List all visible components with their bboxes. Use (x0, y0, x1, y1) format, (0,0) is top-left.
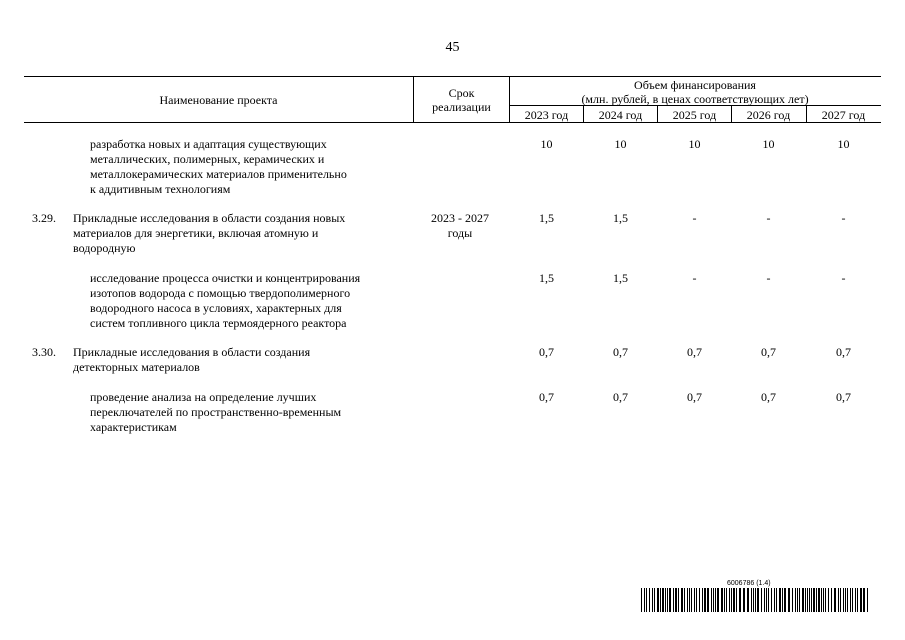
header-project-name: Наименование проекта (159, 93, 278, 107)
header-year-2024: 2024 год (598, 108, 643, 122)
row-line: детекторных материалов (73, 360, 200, 374)
barcode-bar (675, 588, 677, 612)
barcode-bar (802, 588, 804, 612)
barcode-bar (733, 588, 735, 612)
value-2026: 0,7 (761, 345, 776, 359)
barcode-bar (649, 588, 650, 612)
row-line: металлокерамических материалов применительно (90, 167, 347, 181)
value-2027: 0,7 (836, 345, 851, 359)
row-line: систем топливного цикла термоядерного реактора (90, 316, 347, 330)
value-2023: 0,7 (539, 345, 554, 359)
barcode-bar (726, 588, 727, 612)
barcode-bar (857, 588, 858, 612)
barcode-bar (691, 588, 692, 612)
barcode-bar (867, 588, 868, 612)
row-line: переключателей по пространственно-временным (90, 405, 342, 419)
value-2026: 10 (762, 137, 775, 151)
barcode-bar (811, 588, 812, 612)
value-2024: 10 (614, 137, 627, 151)
barcode-bar (681, 588, 683, 612)
barcode-bar (652, 588, 653, 612)
row-term-line: 2023 - 2027 (431, 211, 489, 225)
barcode-bar (657, 588, 659, 612)
barcode-bar (739, 588, 741, 612)
row-term-line: годы (447, 226, 473, 240)
row-description (90, 271, 400, 331)
page-number: 45 (445, 40, 460, 55)
barcode-bar (711, 588, 712, 612)
row-line: водородную (73, 241, 136, 255)
value-2024: 1,5 (613, 211, 628, 225)
row-line: материалов для энергетики, включая атомную и (73, 226, 319, 240)
value-2027: - (841, 211, 846, 225)
barcode-bar (847, 588, 848, 612)
barcode-bar (850, 588, 851, 612)
barcode-bar (704, 588, 706, 612)
value-2026: 0,7 (761, 390, 776, 404)
barcode-bar (821, 588, 822, 612)
barcode-bar (731, 588, 732, 612)
barcode-bar (771, 588, 772, 612)
barcode-bar (665, 588, 666, 612)
barcode-bar (751, 588, 752, 612)
barcode-bar (828, 588, 829, 612)
header-funding-line2: (млн. рублей, в ценах соответствующих лет) (581, 92, 809, 106)
barcode-bar (834, 588, 836, 612)
value-2027: 10 (837, 137, 850, 151)
barcode-bar (852, 588, 853, 612)
header-funding (509, 78, 881, 106)
barcode-bar (816, 588, 817, 612)
header-term-line1: Срок (448, 86, 475, 100)
row-line: к аддитивным технологиям (90, 182, 231, 196)
barcode-bar (860, 588, 862, 612)
value-2023: 1,5 (539, 211, 554, 225)
barcode-bar (863, 588, 865, 612)
row-line: изотопов водорода с помощью твердополимерного (90, 286, 351, 300)
barcode-bar (673, 588, 674, 612)
barcode-bar (641, 588, 642, 612)
row-number: 3.29. (32, 211, 56, 225)
barcode-bar (694, 588, 695, 612)
row-line: Прикладные исследования в области создания новых (73, 211, 346, 225)
row-description (90, 137, 400, 197)
barcode-bar (721, 588, 723, 612)
barcode-bar (764, 588, 765, 612)
barcode-bar (667, 588, 668, 612)
row-description (73, 345, 403, 375)
barcode-image (641, 588, 869, 612)
table-header-bottom-rule (24, 122, 881, 123)
value-2025: 0,7 (687, 345, 702, 359)
barcode-bar (743, 588, 745, 612)
barcode-bar (644, 588, 645, 612)
barcode-bar (779, 588, 781, 612)
barcode-bar (717, 588, 719, 612)
barcode-bar (684, 588, 685, 612)
row-line: металлических, полимерных, керамических и (90, 152, 325, 166)
barcode-label: 6006786 (1.4) (727, 580, 771, 587)
value-2025: - (692, 271, 697, 285)
barcode-bar (757, 588, 759, 612)
barcode-bar (845, 588, 846, 612)
header-year-2025: 2025 год (672, 108, 717, 122)
row-line: разработка новых и адаптация существующих (90, 137, 327, 151)
barcode-bar (797, 588, 798, 612)
value-2027: 0,7 (836, 390, 851, 404)
row-description (73, 211, 403, 256)
barcode-bar (809, 588, 810, 612)
value-2023: 10 (540, 137, 553, 151)
barcode-bar (646, 588, 647, 612)
barcode-bar (678, 588, 679, 612)
barcode-bar (707, 588, 709, 612)
barcode-bar (696, 588, 697, 612)
barcode-bar (813, 588, 815, 612)
barcode-bar (689, 588, 690, 612)
value-2025: 10 (688, 137, 701, 151)
barcode-bar (774, 588, 775, 612)
barcode-bar (747, 588, 749, 612)
table-top-rule (24, 76, 881, 77)
barcode-bar (825, 588, 826, 612)
header-year-2023: 2023 год (524, 108, 569, 122)
barcode-bar (807, 588, 808, 612)
header-term-line2: реализации (432, 100, 491, 114)
barcode-bar (662, 588, 664, 612)
barcode-bar (755, 588, 756, 612)
barcode-bar (660, 588, 661, 612)
barcode-bar (753, 588, 754, 612)
row-number: 3.30. (32, 345, 56, 359)
barcode-bar (855, 588, 856, 612)
header-funding-line1: Объем финансирования (634, 78, 756, 92)
barcode-bar (795, 588, 796, 612)
value-2026: - (766, 271, 771, 285)
barcode-bar (761, 588, 762, 612)
barcode-bar (768, 588, 769, 612)
barcode-bar (818, 588, 820, 612)
barcode-bar (669, 588, 671, 612)
header-year-2027: 2027 год (821, 108, 866, 122)
barcode-bar (654, 588, 655, 612)
value-2024: 1,5 (613, 271, 628, 285)
barcode-bar (805, 588, 806, 612)
barcode-bar (799, 588, 800, 612)
barcode-bar (724, 588, 725, 612)
row-term (412, 211, 508, 241)
barcode-bar (843, 588, 844, 612)
row-description (90, 390, 400, 435)
barcode-bar (840, 588, 841, 612)
barcode-bar (699, 588, 700, 612)
value-2023: 1,5 (539, 271, 554, 285)
barcode-bar (782, 588, 783, 612)
row-line: проведение анализа на определение лучших (90, 390, 317, 404)
row-line: исследование процесса очистки и концентрирования (90, 271, 361, 285)
barcode-bar (766, 588, 767, 612)
value-2027: - (841, 271, 846, 285)
barcode-bar (792, 588, 793, 612)
barcode-bar (729, 588, 730, 612)
barcode-bar (831, 588, 832, 612)
barcode-bar (788, 588, 790, 612)
value-2026: - (766, 211, 771, 225)
value-2024: 0,7 (613, 345, 628, 359)
value-2025: 0,7 (687, 390, 702, 404)
barcode-bar (823, 588, 824, 612)
value-2023: 0,7 (539, 390, 554, 404)
barcode-bar (687, 588, 688, 612)
header-year-2026: 2026 год (746, 108, 791, 122)
barcode-bar (702, 588, 703, 612)
row-line: Прикладные исследования в области создания (73, 345, 311, 359)
value-2024: 0,7 (613, 390, 628, 404)
barcode-bar (715, 588, 716, 612)
barcode-bar (713, 588, 714, 612)
row-line: характеристикам (90, 420, 177, 434)
value-2025: - (692, 211, 697, 225)
row-line: водородного насоса в условиях, характерных для (90, 301, 342, 315)
barcode-bar (784, 588, 786, 612)
barcode-bar (736, 588, 737, 612)
barcode-bar (838, 588, 839, 612)
header-term (414, 86, 509, 114)
barcode-bar (776, 588, 777, 612)
